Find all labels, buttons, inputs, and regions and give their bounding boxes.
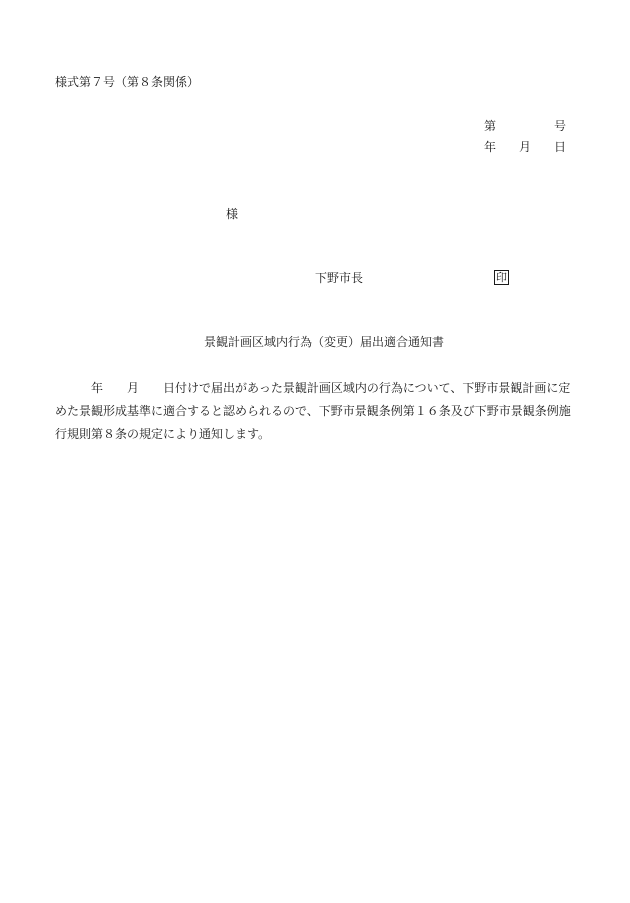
date-month-label: 月: [519, 140, 532, 154]
date-year-label: 年: [484, 140, 497, 154]
document-title: 景観計画区域内行為（変更）届出適合通知書: [204, 335, 445, 349]
document-number-suffix: 号: [554, 119, 567, 133]
date-day-label: 日: [554, 140, 567, 154]
document-number-prefix: 第: [484, 119, 497, 133]
document-body: 年 月 日付けで届出があった景観計画区域内の行為について、下野市景観計画に定めた景観形成基準に適合すると認められるので、下野市景観条例第１６条及び下野市景観条例施行規則第８条の規定により通知します。: [55, 381, 571, 441]
form-number-label: 様式第７号（第８条関係）: [55, 75, 200, 89]
seal-mark: 印: [496, 271, 507, 284]
sender-name: 下野市長: [315, 271, 364, 285]
addressee-honorific: 様: [226, 207, 239, 221]
